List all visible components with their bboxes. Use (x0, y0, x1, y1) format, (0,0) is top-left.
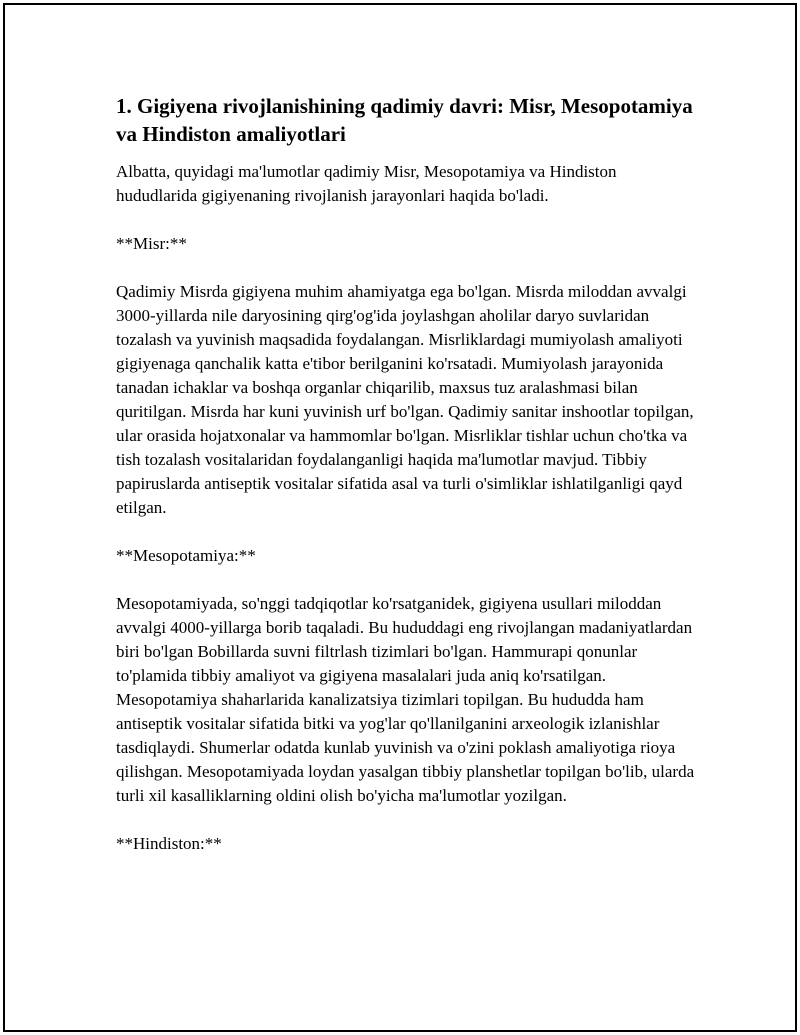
intro-paragraph: Albatta, quyidagi ma'lumotlar qadimiy Misr, Mesopotamiya va Hindiston hududlarida gigiyenaning rivojlanish jarayonlari haqida bo'ladi. (116, 162, 617, 205)
mesopotamiya-label: **Mesopotamiya:** (116, 546, 256, 565)
document-body (116, 92, 700, 880)
hindiston-label: **Hindiston:** (116, 834, 222, 853)
mesopotamiya-paragraph: Mesopotamiyada, so'nggi tadqiqotlar ko'rsatganidek, gigiyena usullari miloddan avvalgi 4000-yillarga borib taqaladi. Bu hududdagi eng rivojlangan madaniyatlardan biri bo'lgan Bobillarda suvni filtrlash tizimlari bo'lgan. Hammurapi qonunlar to'plamida tibbiy amaliyot va gigiyena masalalari juda aniq ko'rsatilgan. Mesopotamiya shaharlarida kanalizatsiya tizimlari topilgan. Bu hududda ham antiseptik vositalar sifatida bitki va yog'lar qo'llanilganini arxeologik izlanishlar tasdiqlaydi. Shumerlar odatda kunlab yuvinish va o'zini poklash amaliyotiga rioya qilishgan. Mesopotamiyada loydan yasalgan tibbiy planshetlar topilgan bo'lib, ularda turli xil kasalliklarning oldini olish bo'yicha ma'lumotlar yozilgan. (116, 594, 695, 805)
misr-label: **Misr:** (116, 234, 187, 253)
misr-paragraph: Qadimiy Misrda gigiyena muhim ahamiyatga ega bo'lgan. Misrda miloddan avvalgi 3000-yillarda nile daryosining qirg'og'ida joylashgan aholilar daryo suvlaridan tozalash va yuvinish maqsadida foydalangan. Misrliklardagi mumiyolash amaliyoti gigiyenaga qanchalik katta e'tibor berilganini ko'rsatadi. Mumiyolash jarayonida tanadan ichaklar va boshqa organlar chiqarilib, maxsus tuz aralashmasi bilan quritilgan. Misrda har kuni yuvinish urf bo'lgan. Qadimiy sanitar inshootlar topilgan, ular orasida hojatxonalar va hammomlar bo'lgan. Misrliklar tishlar uchun cho'tka va tish tozalash vositalaridan foydalanganligi haqida ma'lumotlar mavjud. Tibbiy papiruslarda antiseptik vositalar sifatida asal va turli o'simliklar ishlatilganligi qayd etilgan. (116, 282, 694, 517)
section-heading: 1. Gigiyena rivojlanishining qadimiy davri: Misr, Mesopotamiya va Hindiston amaliyotlari (116, 94, 693, 146)
